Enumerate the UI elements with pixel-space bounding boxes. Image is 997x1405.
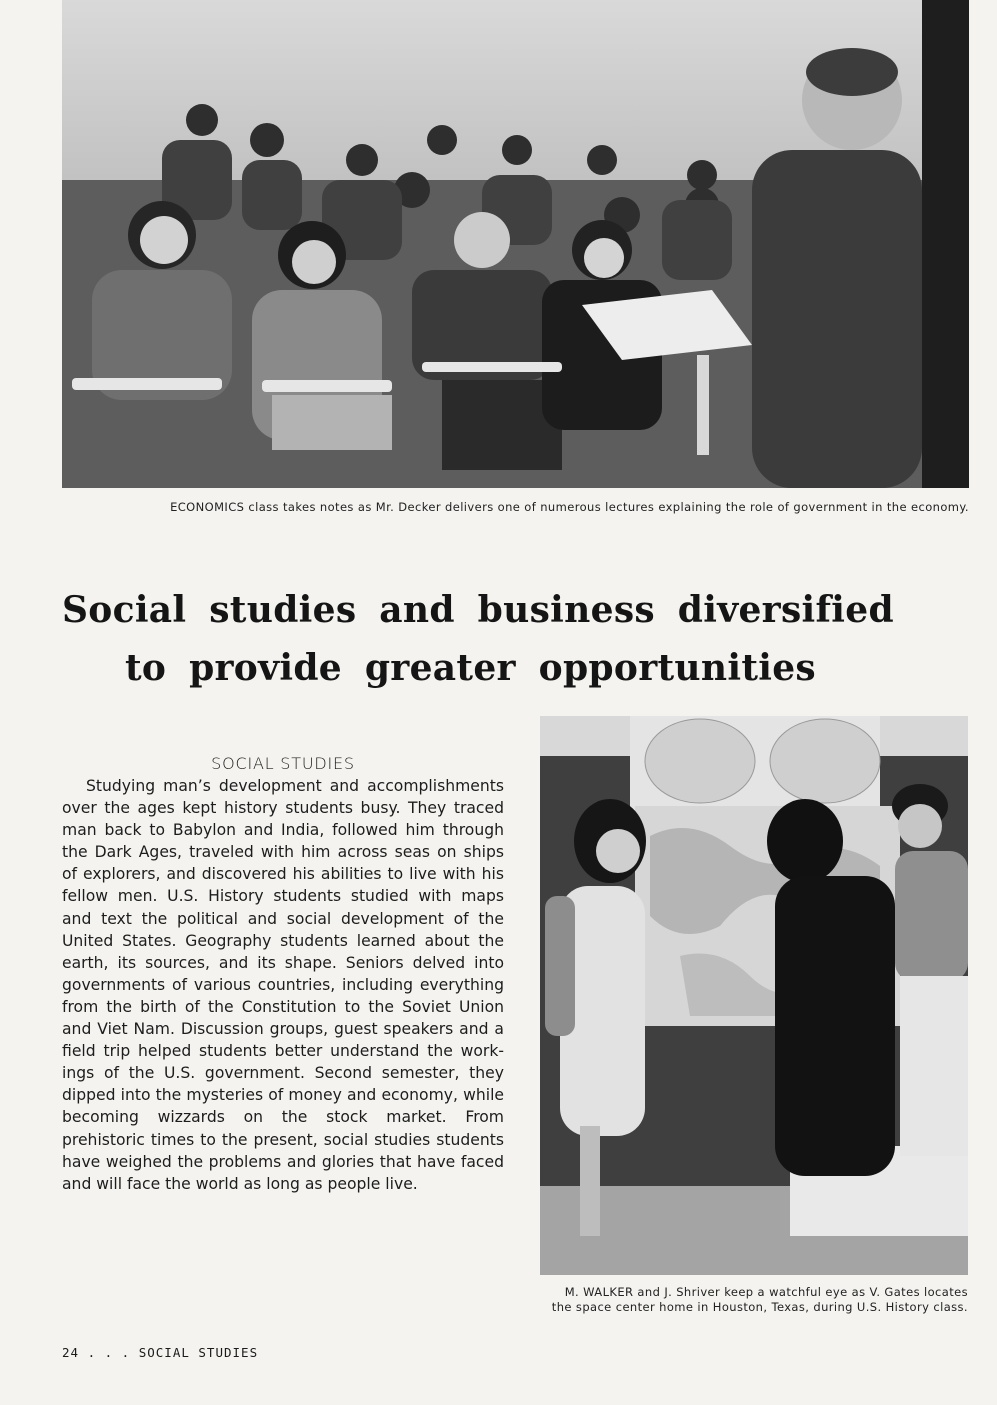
history-photo-caption	[536, 1285, 968, 1315]
headline-line-2: to provide greater opportunities	[125, 647, 816, 689]
history-class-map-photo-image	[540, 716, 968, 1275]
history-photo-caption-line-2: the space center home in Houston, Texas, during U.S. History class.	[551, 1300, 968, 1314]
economics-photo-caption: ECONOMICS class takes notes as Mr. Decker delivers one of numerous lectures explaining the role of government in the economy.	[170, 500, 969, 514]
section-heading: SOCIAL STUDIES	[211, 754, 355, 773]
economics-class-photo	[62, 0, 969, 488]
page-folio: 24 . . . SOCIAL STUDIES	[62, 1345, 259, 1360]
article-body: Studying man’s development and accomplishments over the ages kept history students busy. They traced man back to Babylon and India, followed him through the Dark Ages, traveled with him across seas on ships of explorers, and discovered his abilities to live with his fellow men. U.S. History students studied with maps and text the political and social development of the United States. Geography students learned about the earth, its sources, and its shape. Seniors delved into governments of various countries, including everything from the birth of the Constitution to the Soviet Union and Viet Nam. Discussion groups, guest speakers and a field trip helped students better understand the workings of the U.S. government. Second semester, they dipped into the mysteries of money and economy, while becoming wizzards on the stock market. From prehistoric times to the present, social studies students have weighed the problems and glories that have faced and will face the world as long as people live.	[62, 777, 504, 1193]
history-class-map-photo	[540, 716, 968, 1275]
economics-class-photo-image	[62, 0, 969, 488]
headline-line-1: Social studies and business diversified	[62, 589, 894, 631]
history-photo-caption-line-1: M. WALKER and J. Shriver keep a watchful eye as V. Gates locates	[564, 1285, 968, 1299]
